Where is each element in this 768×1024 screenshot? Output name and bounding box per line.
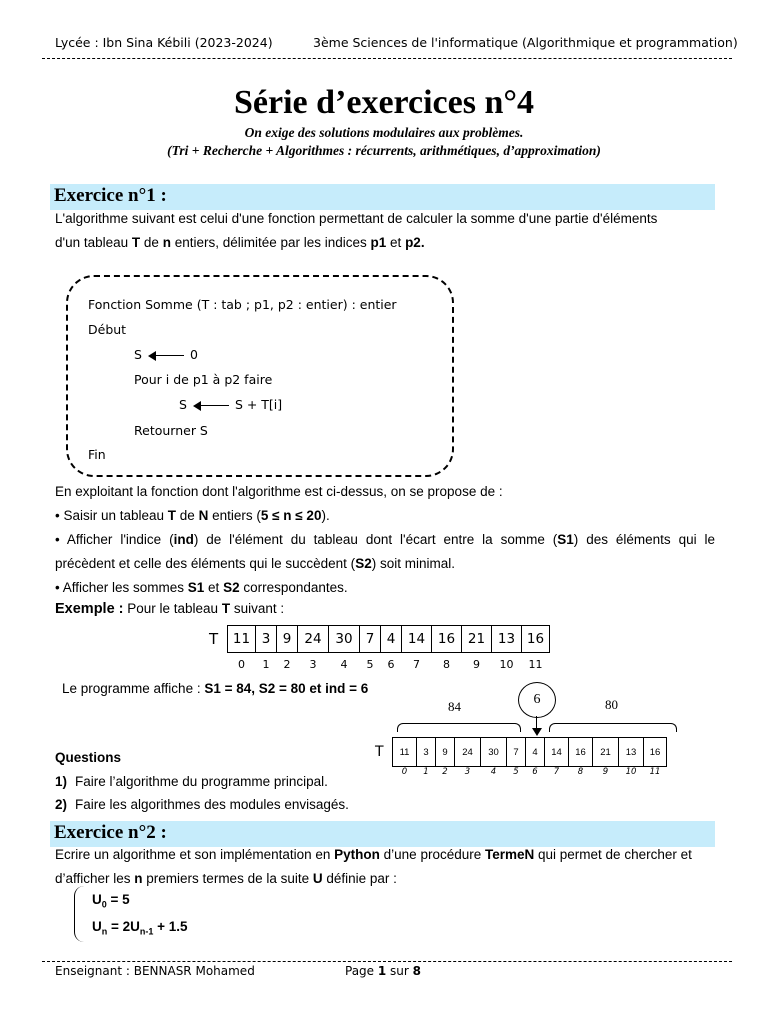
array-index: 3: [309, 658, 317, 671]
example-line: Exemple : Pour le tableau T suivant :: [55, 601, 285, 617]
figure-array-index: 6: [532, 767, 538, 777]
footer-divider: [42, 961, 732, 962]
array-cell: 16: [432, 626, 462, 653]
right-sum-brace: [549, 723, 677, 732]
tasks-intro: En exploitant la fonction dont l'algorithme est ci-dessus, on se propose de :: [55, 484, 503, 499]
figure-array-index: 11: [649, 767, 661, 777]
figure-array-index: 10: [625, 767, 637, 777]
result-line: Le programme affiche : S1 = 84, S2 = 80 et ind = 6: [62, 681, 369, 696]
figure-array: [392, 737, 667, 767]
array-index: 4: [340, 658, 348, 671]
figure-array-cell: 9: [436, 738, 455, 767]
figure-array-cell: 13: [619, 738, 644, 767]
figure-array-cell: 24: [455, 738, 481, 767]
array-cell: 3: [256, 626, 277, 653]
exercise-1-tasks: [55, 480, 715, 600]
array-cell: 24: [298, 626, 329, 653]
figure-array-index: 1: [423, 767, 429, 777]
array-cell: 4: [381, 626, 402, 653]
figure-array-index: 7: [553, 767, 560, 777]
index-circle: 6: [518, 682, 556, 718]
array-cell: 16: [522, 626, 550, 653]
array-index: 8: [443, 658, 450, 671]
intro-line-2: d'un tableau T de n entiers, délimitée par les indices p1 et p2.: [55, 235, 425, 250]
header-school: Lycée : Ibn Sina Kébili (2023-2024): [55, 35, 273, 50]
algo-line-loop: Pour i de p1 à p2 faire: [134, 372, 273, 387]
algo-line-init: S 0: [134, 347, 198, 362]
array-cell: 9: [277, 626, 298, 653]
algorithm-box: [66, 275, 454, 477]
array-index: 10: [499, 658, 514, 671]
right-sum-label: 80: [605, 697, 618, 712]
figure-array-cell: 4: [526, 738, 545, 767]
array-cell: 7: [360, 626, 381, 653]
array-index: 9: [473, 658, 480, 671]
exercise-1-heading: Exercice n°1 :: [54, 185, 167, 206]
figure-array-index: 2: [442, 767, 448, 777]
array-cell: 14: [402, 626, 432, 653]
figure-array-cell: 14: [545, 738, 569, 767]
figure-array-index: 0: [401, 767, 408, 777]
algo-line-end: Fin: [88, 447, 106, 462]
figure-array-index: 5: [513, 767, 519, 777]
assign-arrow-icon: [193, 401, 229, 411]
small-array-label: T: [375, 744, 384, 760]
figure-array-index: 4: [490, 767, 497, 777]
example-array: [227, 625, 550, 653]
down-arrow-icon: [532, 728, 542, 736]
figure-array-cell: 3: [417, 738, 436, 767]
ex2-line-1: Ecrire un algorithme et son implémentation en Python d’une procédure TermeN qui permet de chercher et: [55, 847, 692, 862]
question-2: 2) Faire les algorithmes des modules envisagés.: [55, 797, 349, 812]
left-sum-brace: [397, 723, 521, 732]
left-sum-label: 84: [448, 699, 461, 714]
questions-title: Questions: [55, 750, 122, 765]
header-divider: [42, 58, 732, 59]
system-brace-icon: [74, 886, 85, 942]
exercise-2-statement: [55, 843, 715, 891]
footer-page: Page 1 sur 8: [345, 964, 422, 978]
figure-array-index: 8: [577, 767, 584, 777]
array-index: 0: [238, 658, 245, 671]
exercise-1-intro: [55, 207, 715, 255]
sequence-u0: $U_0 = 5$: [92, 892, 130, 910]
figure-array-cell: 7: [507, 738, 526, 767]
footer-teacher: Enseignant : BENNASR Mohamed: [55, 964, 255, 978]
subtitle-line-1: On exige des solutions modulaires aux problèmes.: [244, 125, 524, 140]
header-course: 3ème Sciences de l'informatique (Algorithmique et programmation): [313, 35, 738, 50]
figure-array-index: 9: [602, 767, 609, 777]
array-cell: 11: [228, 626, 256, 653]
task-bullet-2-cont: précèdent et celle des éléments qui le succèdent (S2) soit minimal.: [55, 556, 455, 571]
array-index: 5: [366, 658, 374, 671]
sequence-un: $U_n = 2U_{n-1} + 1.5$: [92, 919, 188, 937]
algo-line-signature: Fonction Somme (T : tab ; p1, p2 : entier) : entier: [88, 297, 397, 312]
exercise-2-heading: Exercice n°2 :: [54, 822, 167, 843]
ex2-line-2: d’afficher les n premiers termes de la suite U définie par :: [55, 871, 397, 886]
array-label: T: [209, 630, 219, 648]
assign-arrow-icon: [148, 351, 184, 361]
task-bullet-1: • Saisir un tableau T de N entiers (5 ≤ n ≤ 20).: [55, 508, 330, 523]
figure-array-cell: 11: [393, 738, 417, 767]
array-cell: 21: [462, 626, 492, 653]
figure-array-cell: 16: [644, 738, 667, 767]
figure-array-cell: 30: [481, 738, 507, 767]
array-index: 7: [413, 658, 420, 671]
figure-array-cell: 16: [569, 738, 593, 767]
figure-array-cell: 21: [593, 738, 619, 767]
array-cell: 30: [329, 626, 360, 653]
array-cell: 13: [492, 626, 522, 653]
algo-line-accumulate: S S + T[i]: [179, 397, 283, 412]
array-index: 1: [262, 658, 270, 671]
array-index: 11: [528, 658, 543, 671]
algo-line-begin: Début: [88, 322, 127, 337]
task-bullet-2: • Afficher l'indice (ind) de l'élément du tableau dont l'écart entre la somme (S1) des éléments qui le: [55, 532, 716, 547]
subtitle-line-2: (Tri + Recherche + Algorithmes : récurrents, arithmétiques, d’approximation): [167, 143, 601, 158]
algo-line-return: Retourner S: [134, 423, 208, 438]
array-index: 2: [283, 658, 291, 671]
question-1: 1) Faire l’algorithme du programme principal.: [55, 774, 328, 789]
intro-line-1: L'algorithme suivant est celui d'une fonction permettant de calculer la somme d'une partie d'éléments: [55, 211, 658, 226]
array-index: 6: [387, 658, 395, 671]
task-bullet-3: • Afficher les sommes S1 et S2 correspondantes.: [55, 580, 348, 595]
figure-array-index: 3: [464, 767, 471, 777]
page-title: Série d’exercices n°4: [234, 84, 534, 121]
